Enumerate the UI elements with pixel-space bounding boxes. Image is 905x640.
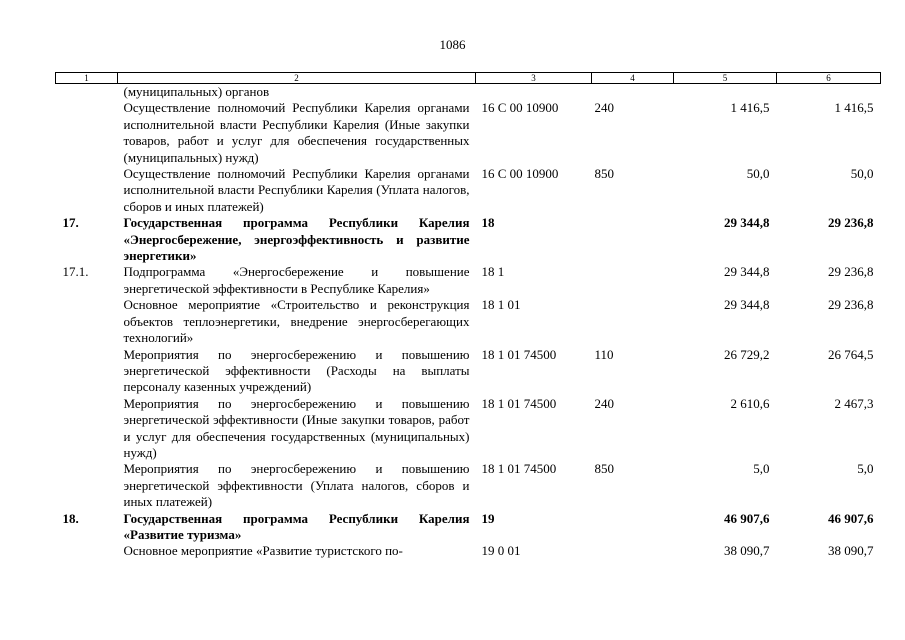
row-target-code: 18 1 01	[481, 297, 521, 313]
row-name: Основное мероприятие «Развитие туристского по-	[123, 543, 403, 559]
row-expense-type: 850	[594, 461, 614, 477]
row-expense-type	[592, 297, 674, 346]
row-amount-col6: 46 907,6	[828, 510, 874, 526]
row-amount-col5: 26 729,2	[724, 346, 770, 362]
table-row	[56, 396, 881, 462]
row-number: 17.1.	[62, 264, 89, 280]
row-name: Осуществление полномочий Республики Карелия органами исполнительной власти Республики Карелия (Иные закупки товаров, работ и услуг для обеспечения государственных (муниципальных) нужд)	[123, 100, 470, 165]
row-target-code: 18	[481, 215, 495, 231]
row-name: Основное мероприятие «Строительство и реконструкция объектов теплоэнергетики, внедрение энергосберегающих технологий»	[123, 297, 470, 346]
row-amount-col6: 29 236,8	[828, 297, 874, 313]
row-amount-col6: 1 416,5	[834, 100, 874, 116]
row-name: (муниципальных) органов	[123, 84, 270, 99]
row-amount-col6: 50,0	[850, 166, 874, 182]
row-target-code: 18 1 01 74500	[481, 461, 557, 477]
row-amount-col6: 29 236,8	[828, 215, 874, 231]
row-number	[56, 100, 118, 166]
row-expense-type	[592, 543, 674, 559]
row-target-code: 19 0 01	[481, 543, 521, 559]
row-number	[56, 166, 118, 215]
row-name: Мероприятия по энергосбережению и повышению энергетической эффективности (Расходы на выплаты персоналу казенных учреждений)	[123, 346, 470, 395]
row-amount-col6: 5,0	[857, 461, 874, 477]
row-amount-col5: 29 344,8	[724, 297, 770, 313]
table-body	[56, 84, 881, 560]
row-target-code	[476, 84, 592, 101]
column-header-5: 5	[674, 73, 777, 84]
row-amount-col5: 29 344,8	[724, 215, 770, 231]
row-amount-col5: 1 416,5	[730, 100, 770, 116]
row-number	[56, 347, 118, 396]
row-name: Мероприятия по энергосбережению и повышению энергетической эффективности (Иные закупки товаров, работ и услуг для обеспечения государственных (муниципальных) нужд)	[123, 395, 470, 460]
row-amount-col5: 2 610,6	[730, 395, 770, 411]
page-number: 1086	[439, 37, 466, 52]
row-target-code: 16 С 00 10900	[481, 100, 559, 116]
table-row	[56, 347, 881, 396]
row-name: Мероприятия по энергосбережению и повышению энергетической эффективности (Уплата налогов, сборов и иных платежей)	[123, 461, 470, 510]
row-amount-col5: 29 344,8	[724, 264, 770, 280]
column-header-1: 1	[56, 73, 118, 84]
row-name: Подпрограмма «Энергосбережение и повышение энергетической эффективности в Республике Карелия»	[123, 264, 470, 296]
column-header-6: 6	[777, 73, 881, 84]
row-expense-type: 850	[594, 166, 614, 182]
row-name: Государственная программа Республики Карелия «Развитие туризма»	[123, 510, 470, 542]
row-number	[56, 396, 118, 462]
table-row	[56, 215, 881, 264]
row-amount-col6: 29 236,8	[828, 264, 874, 280]
row-number: 18.	[62, 510, 79, 526]
row-amount-col5: 46 907,6	[724, 510, 770, 526]
row-amount-col6: 2 467,3	[834, 395, 874, 411]
row-target-code: 16 С 00 10900	[481, 166, 559, 182]
table-row	[56, 461, 881, 510]
column-header-2: 2	[118, 73, 476, 84]
row-number	[56, 84, 118, 101]
row-amount-col6	[777, 84, 881, 101]
row-target-code: 18 1 01 74500	[481, 346, 557, 362]
row-expense-type	[592, 215, 674, 264]
row-amount-col5: 5,0	[753, 461, 770, 477]
table-row	[56, 100, 881, 166]
row-number	[56, 543, 118, 559]
table-row	[56, 166, 881, 215]
row-number: 17.	[62, 215, 79, 231]
column-header-3: 3	[476, 73, 592, 84]
row-target-code: 18 1 01 74500	[481, 395, 557, 411]
column-header-4: 4	[592, 73, 674, 84]
row-amount-col5: 50,0	[746, 166, 770, 182]
row-amount-col5	[674, 84, 777, 101]
table-row	[56, 543, 881, 559]
row-number	[56, 461, 118, 510]
row-name: Государственная программа Республики Карелия «Энергосбережение, энергоэффективность и развитие энергетики»	[123, 215, 470, 264]
row-target-code: 19	[481, 510, 495, 526]
row-number	[56, 297, 118, 346]
column-number-header	[56, 73, 881, 84]
row-expense-type: 110	[594, 346, 614, 362]
row-expense-type	[592, 84, 674, 101]
table-row	[56, 264, 881, 297]
row-amount-col5: 38 090,7	[724, 543, 770, 559]
row-amount-col6: 38 090,7	[828, 543, 874, 559]
table-row	[56, 297, 881, 346]
budget-table	[55, 72, 881, 560]
table-row	[56, 84, 881, 101]
row-name: Осуществление полномочий Республики Карелия органами исполнительной власти Республики Карелия (Уплата налогов, сборов и иных платежей)	[123, 166, 470, 214]
row-amount-col6: 26 764,5	[828, 346, 874, 362]
table-row	[56, 511, 881, 544]
row-expense-type: 240	[594, 395, 614, 411]
row-expense-type	[592, 511, 674, 544]
row-target-code: 18 1	[481, 264, 505, 280]
row-expense-type: 240	[594, 100, 614, 116]
row-expense-type	[592, 264, 674, 297]
